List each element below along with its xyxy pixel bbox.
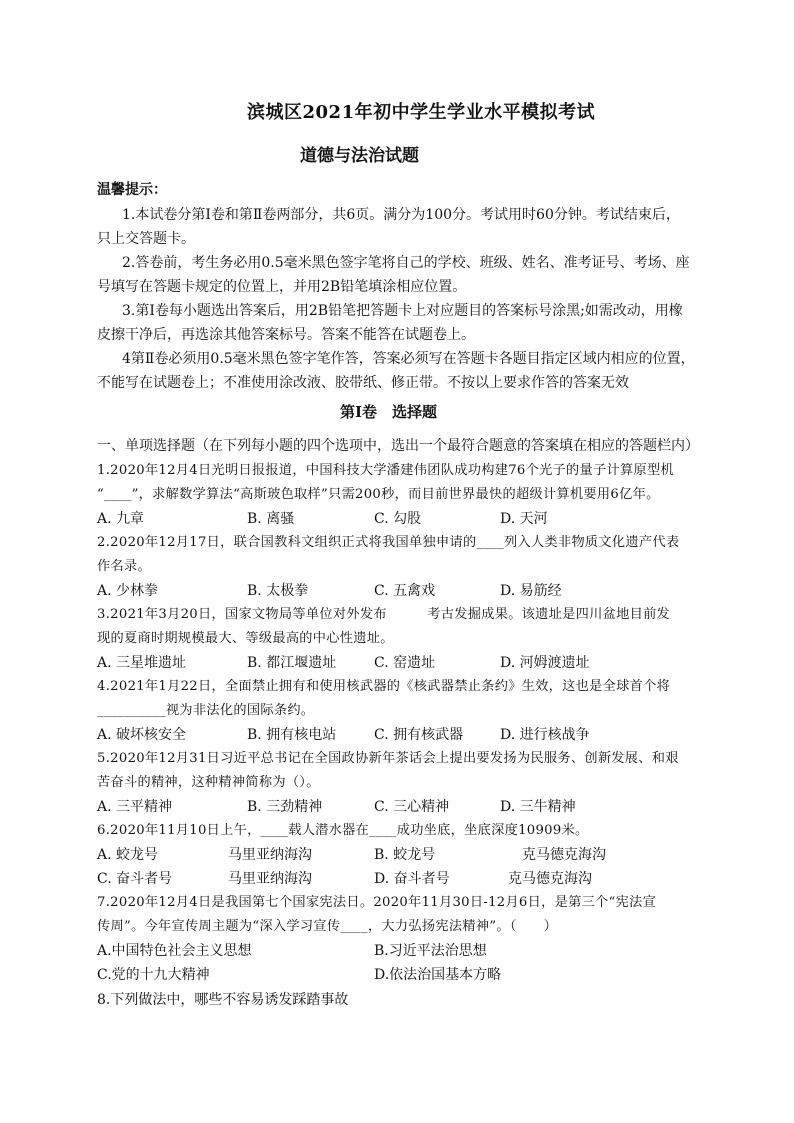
q2-option-a: A. 少林拳 <box>97 583 159 599</box>
tip-3-line-2: 皮擦干净后，再选涂其他答案标号。答案不能答在试题卷上。 <box>97 327 475 343</box>
q5-option-a: A. 三平精神 <box>97 799 173 815</box>
q1-option-c: C. 勾股 <box>374 511 422 527</box>
q6-stem-line-1: 6.2020年11月10日上午，____载人潜水器在____成功坐底，坐底深度10909米。 <box>97 823 589 838</box>
tip-2-line-2: 号填写在答题卡规定的位置上，并用2B铅笔填涂相应位置。 <box>97 279 467 295</box>
q3-stem-line-2: 现的夏商时期规模最大、等级最高的中心性遗址。 <box>97 631 394 646</box>
q1-stem-line-1: 1.2020年12月4日光明日报报道，中国科技大学潘建伟团队成功构建76个光子的量子计算原型机 <box>97 463 674 478</box>
q1-option-d: D. 天河 <box>500 511 548 527</box>
q3-stem-line-1: 3.2021年3月20日，国家文物局等单位对外发布 考古发掘成果。该遗址是四川盆地目前发 <box>97 607 671 622</box>
q2-option-c: C. 五禽戏 <box>374 583 436 599</box>
q1-option-b: B. 离骚 <box>247 511 295 527</box>
q6-option-b: B. 蛟龙号 <box>374 847 436 863</box>
q4-option-b: B. 拥有核电站 <box>247 727 337 743</box>
q6-option-a-place: 马里亚纳海沟 <box>228 847 312 863</box>
q6-option-c: C. 奋斗者号 <box>97 871 173 887</box>
q5-stem-line-1: 5.2020年12月31日习近平总书记在全国政协新年茶话会上提出要发扬为民服务、创新发展、和艰 <box>97 751 679 766</box>
q1-option-a: A. 九章 <box>97 511 145 527</box>
q3-option-c: C. 窑遗址 <box>374 655 436 671</box>
exam-subtitle: 道德与法治试题 <box>300 146 419 166</box>
q3-option-b: B. 都江堰遗址 <box>247 655 337 671</box>
q2-option-d: D. 易筋经 <box>500 583 562 599</box>
tip-4-line-2: 不能写在试题卷上；不准使用涂改液、胶带纸、修正带。不按以上要求作答的答案无效 <box>97 375 629 391</box>
q5-option-b: B. 三劲精神 <box>247 799 323 815</box>
tips-heading: 温馨提示： <box>97 182 167 198</box>
exam-title: 滨城区2021年初中学生学业水平模拟考试 <box>247 102 596 123</box>
q3-option-a: A. 三星堆遗址 <box>97 655 187 671</box>
q2-stem-line-1: 2.2020年12月17日，联合国教科文组织正式将我国单独申请的____列入人类非物质文化遗产代表 <box>97 535 680 550</box>
q8-stem-line-1: 8.下列做法中，哪些不容易诱发踩踏事故 <box>97 992 349 1008</box>
q4-option-d: D. 进行核战争 <box>500 727 590 743</box>
q6-option-c-place: 马里亚纳海沟 <box>228 871 312 887</box>
q2-stem-line-2: 作名录。 <box>97 559 151 574</box>
q5-stem-line-2: 苦奋斗的精神，这种精神简称为（）。 <box>97 775 320 790</box>
q5-option-d: D. 三牛精神 <box>500 799 576 815</box>
q7-option-a: A.中国特色社会主义思想 <box>97 943 252 959</box>
tip-1-line-1: 1.本试卷分第Ⅰ卷和第Ⅱ卷两部分，共6页。满分为100分。考试用时60分钟。考试结束后， <box>122 207 680 223</box>
q4-option-a: A. 破坏核安全 <box>97 727 187 743</box>
q6-option-a: A. 蛟龙号 <box>97 847 159 863</box>
q7-option-c: C.党的十九大精神 <box>97 967 210 983</box>
q6-option-d: D. 奋斗者号 <box>374 871 450 887</box>
q1-stem-line-2: “____”，求解数学算法“高斯玻色取样”只需200秒，而目前世界最快的超级计算机要用6亿年。 <box>97 487 660 502</box>
tip-1-line-2: 只上交答题卡。 <box>97 231 195 247</box>
q4-option-c: C. 拥有核武器 <box>374 727 464 743</box>
q7-option-b: B.习近平法治思想 <box>374 943 487 959</box>
q4-stem-line-2: __________视为非法化的国际条约。 <box>97 703 315 718</box>
tip-4-line-1: 4第Ⅱ卷必须用0.5毫米黑色签字笔作答，答案必须写在答题卡各题目指定区域内相应的位置， <box>122 351 695 367</box>
q7-option-d: D.依法治国基本方略 <box>374 967 502 983</box>
tip-2-line-1: 2.答卷前，考生务必用0.5毫米黑色签字笔将自己的学校、班级、姓名、准考证号、考场、座 <box>122 255 690 271</box>
q6-option-b-place: 克马德克海沟 <box>522 847 606 863</box>
q4-stem-line-1: 4.2021年1月22日，全面禁止拥有和使用核武器的《核武器禁止条约》生效，这也是全球首个将 <box>97 679 671 694</box>
section1-instructions: 一、单项选择题（在下列每小题的四个选项中，选出一个最符合题意的答案填在相应的答题栏内） <box>97 438 699 454</box>
tip-3-line-1: 3.第Ⅰ卷每小题选出答案后，用2B铅笔把答题卡上对应题目的答案标号涂黑;如需改动，用橡 <box>122 303 683 319</box>
part1-heading: 第Ⅰ卷 选择题 <box>340 403 438 421</box>
q7-stem-line-2: 传周”。今年宣传周主题为“深入学习宣传____，大力弘扬宪法精神”。（ ） <box>97 919 558 934</box>
q2-option-b: B. 太极拳 <box>247 583 309 599</box>
q5-option-c: C. 三心精神 <box>374 799 450 815</box>
q7-stem-line-1: 7.2020年12月4日是我国第七个国家宪法日。2020年11月30日-12月6日，是第三个“宪法宣 <box>97 895 657 910</box>
q3-option-d: D. 河姆渡遗址 <box>500 655 590 671</box>
q6-option-d-place: 克马德克海沟 <box>508 871 592 887</box>
